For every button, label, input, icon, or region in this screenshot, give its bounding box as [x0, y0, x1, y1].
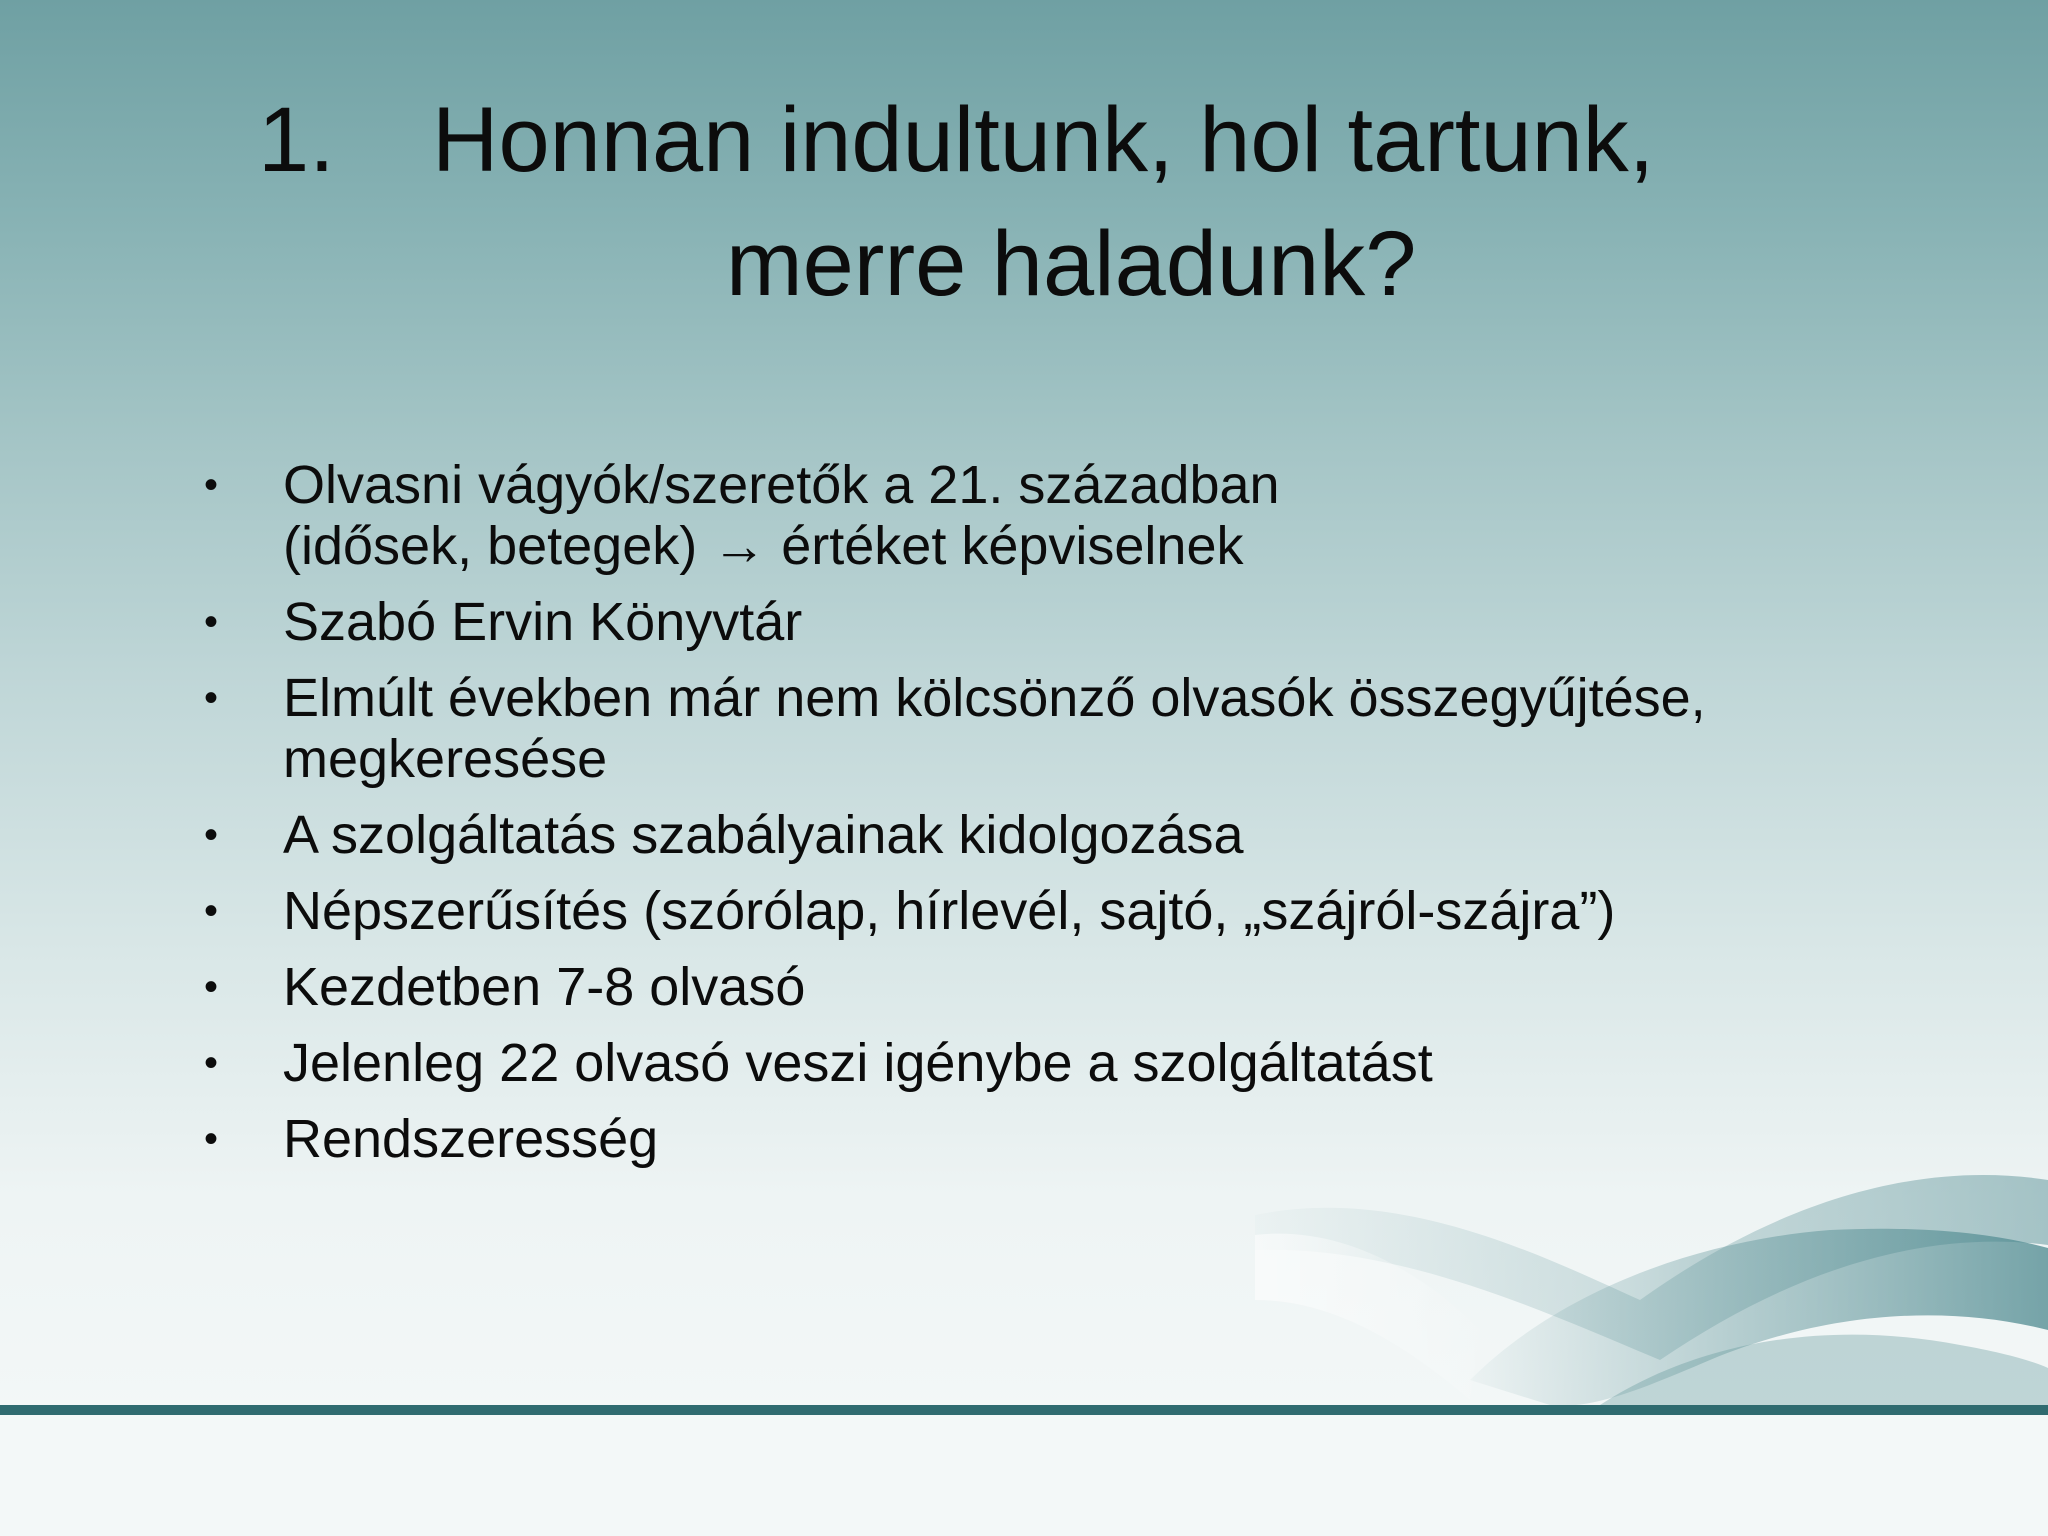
title-line-1: Honnan indultunk, hol tartunk,	[432, 89, 1655, 191]
bullet-text: Kezdetben 7-8 olvasó	[283, 957, 806, 1017]
bullet-icon: •	[204, 965, 219, 1009]
list-item	[200, 1109, 1850, 1170]
list-item	[200, 455, 1850, 577]
bullet-icon: •	[204, 676, 219, 720]
bullet-text: Szabó Ervin Könyvtár	[283, 592, 803, 652]
bullet-list	[200, 455, 1850, 1185]
bullet-text-continued: megkeresése	[283, 729, 608, 789]
list-item	[200, 805, 1850, 866]
bullet-text: Elmúlt években már nem kölcsönző olvasók összegyűjtése,	[283, 668, 1706, 728]
bullet-icon: •	[204, 813, 219, 857]
bullet-text: Rendszeresség	[283, 1109, 659, 1169]
bullet-text: Jelenleg 22 olvasó veszi igénybe a szolgáltatást	[283, 1033, 1433, 1093]
list-item	[200, 592, 1850, 653]
bullet-icon: •	[204, 600, 219, 644]
bullet-text: Olvasni vágyók/szeretők a 21. században	[283, 455, 1280, 515]
slide-title	[258, 78, 1858, 326]
list-item	[200, 668, 1850, 790]
list-item	[200, 957, 1850, 1018]
bullet-icon: •	[204, 1117, 219, 1161]
list-item	[200, 881, 1850, 942]
bullet-text-continued: (idősek, betegek) → értéket képviselnek	[283, 516, 1244, 576]
bullet-icon: •	[204, 889, 219, 933]
footer-band	[0, 1415, 2048, 1536]
bullet-text: A szolgáltatás szabályainak kidolgozása	[283, 805, 1244, 865]
title-number: 1.	[258, 89, 335, 191]
list-item	[200, 1033, 1850, 1094]
footer-line	[0, 1405, 2048, 1415]
bullet-icon: •	[204, 463, 219, 507]
title-line-2: merre haladunk?	[726, 213, 1417, 315]
bullet-icon: •	[204, 1041, 219, 1085]
bullet-text: Népszerűsítés (szórólap, hírlevél, sajtó, „szájról-szájra”)	[283, 881, 1616, 941]
